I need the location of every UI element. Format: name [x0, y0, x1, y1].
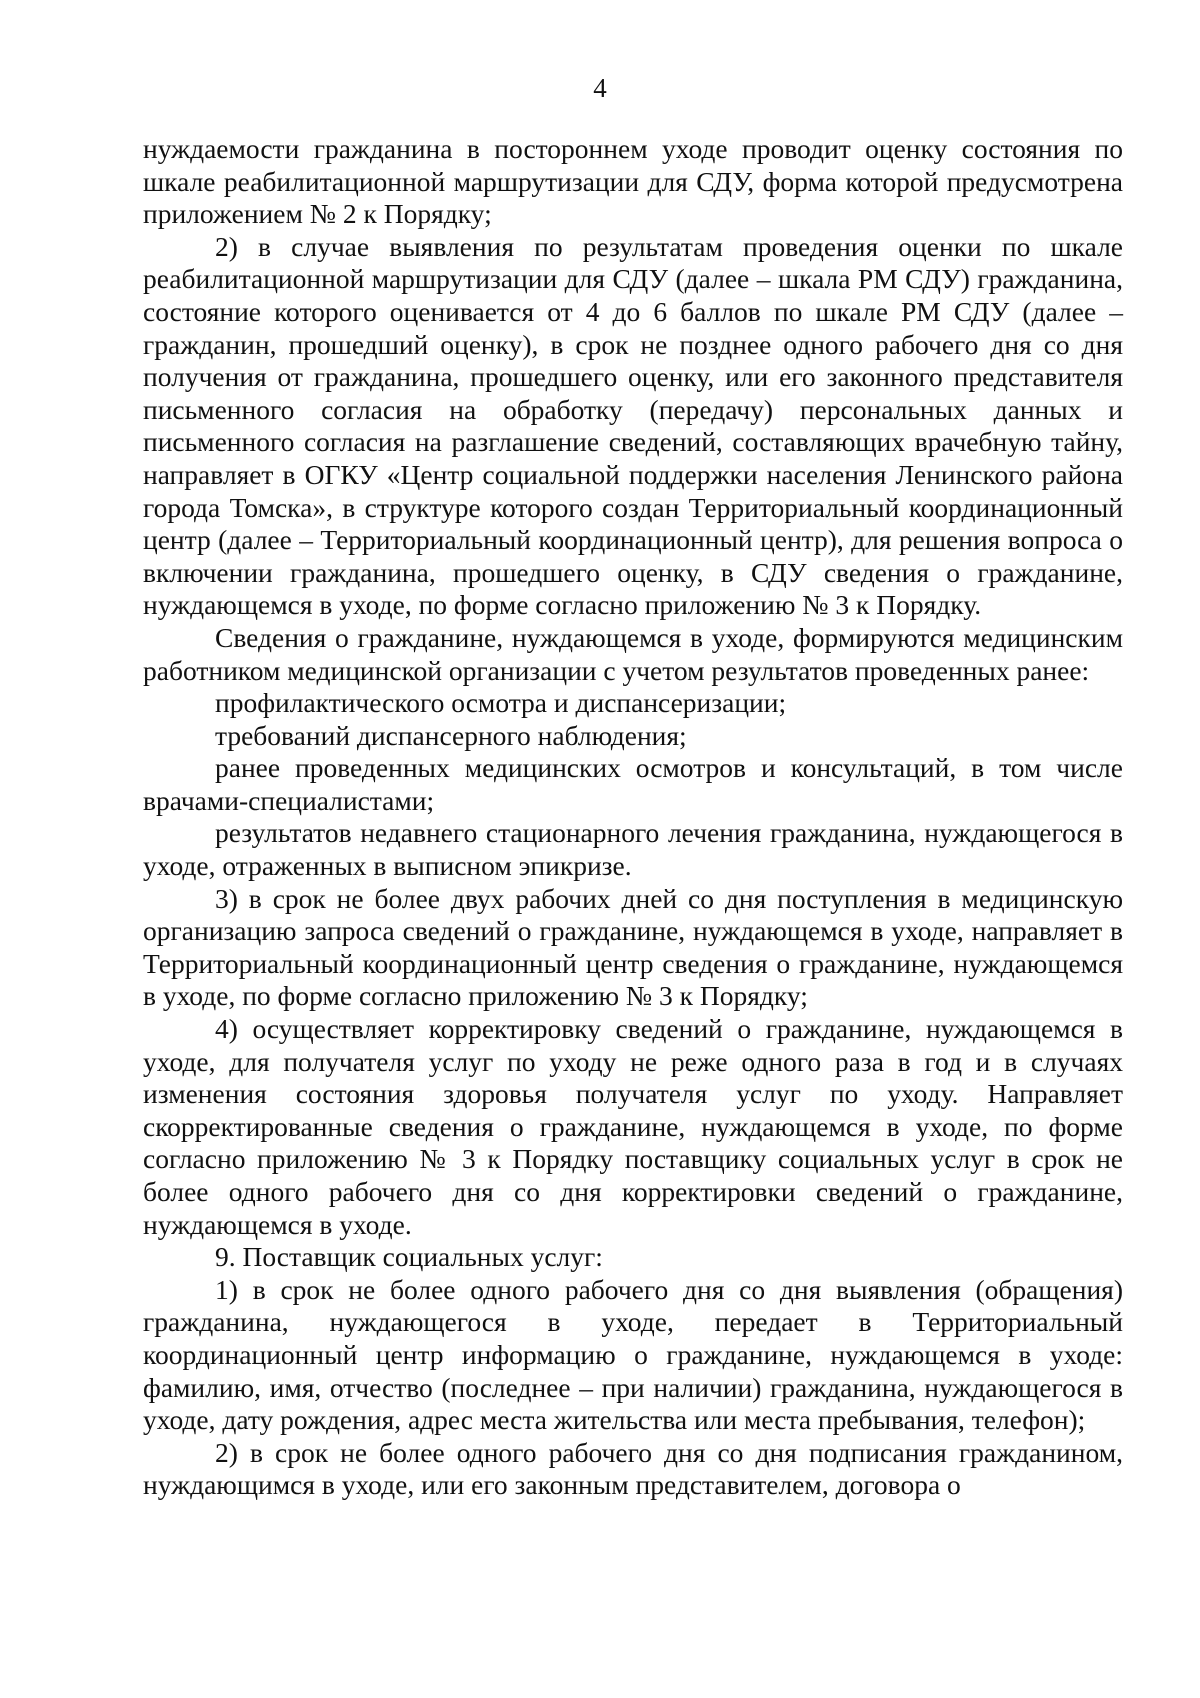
- paragraph-item-2-provider: 2) в срок не более одного рабочего дня со дня подписания гражданином, нуждающимся в уходе, или его законным представителем, договора о: [143, 1436, 1123, 1501]
- paragraph-item-4: 4) осуществляет корректировку сведений о гражданине, нуждающемся в уходе, для получателя услуг по уходу не реже одного раза в год и в случаях изменения состояния здоровья получателя услуг по уходу. Направляет скорректированные сведения о гражданине, нуждающемся в уходе, по форме согласно приложению № 3 к Порядку поставщику социальных услуг в срок не более одного рабочего дня со дня корректировки сведений о гражданине, нуждающемся в уходе.: [143, 1013, 1123, 1240]
- paragraph-list-item: требований диспансерного наблюдения;: [215, 719, 687, 751]
- paragraph-info-formed: Сведения о гражданине, нуждающемся в уходе, формируются медицинским работником медицинской организации с учетом результатов проведенных ранее:: [143, 621, 1123, 686]
- paragraph-list-item: профилактического осмотра и диспансеризации;: [215, 687, 787, 719]
- document-body: [143, 133, 1123, 1502]
- section-heading-9: 9. Поставщик социальных услуг:: [215, 1241, 603, 1273]
- paragraph-item-2: 2) в случае выявления по результатам проведения оценки по шкале реабилитационной маршрутизации для СДУ (далее – шкала РМ СДУ) гражданина, состояние которого оценивается от 4 до 6 баллов по шкале РМ СДУ (далее – гражданин, прошедший оценку), в срок не позднее одного рабочего дня со дня получения от гражданина, прошедшего оценку, или его законного представителя письменного согласия на обработку (передачу) персональных данных и письменного согласия на разглашение сведений, составляющих врачебную тайну, направляет в ОГКУ «Центр социальной поддержки населения Ленинского района города Томска», в структуре которого создан Территориальный координационный центр (далее – Территориальный координационный центр), для решения вопроса о включении гражданина, прошедшего оценку, в СДУ сведения о гражданине, нуждающемся в уходе, по форме согласно приложению № 3 к Порядку.: [143, 230, 1123, 621]
- paragraph-list-item: результатов недавнего стационарного лечения гражданина, нуждающегося в уходе, отраженных в выписном эпикризе.: [143, 817, 1123, 882]
- page-number: 4: [593, 73, 607, 103]
- paragraph-continuation: нуждаемости гражданина в постороннем уходе проводит оценку состояния по шкале реабилитационной маршрутизации для СДУ, форма которой предусмотрена приложением № 2 к Порядку;: [143, 133, 1123, 230]
- paragraph-item-3: 3) в срок не более двух рабочих дней со дня поступления в медицинскую организацию запроса сведений о гражданине, нуждающемся в уходе, направляет в Территориальный координационный центр сведения о гражданине, нуждающемся в уходе, по форме согласно приложению № 3 к Порядку;: [143, 882, 1123, 1012]
- paragraph-item-1: 1) в срок не более одного рабочего дня со дня выявления (обращения) гражданина, нуждающегося в уходе, передает в Территориальный координационный центр информацию о гражданине, нуждающемся в уходе: фамилию, имя, отчество (последнее – при наличии) гражданина, нуждающегося в уходе, дату рождения, адрес места жительства или места пребывания, телефон);: [143, 1273, 1123, 1436]
- paragraph-list-item: ранее проведенных медицинских осмотров и консультаций, в том числе врачами-специалистами;: [143, 752, 1123, 816]
